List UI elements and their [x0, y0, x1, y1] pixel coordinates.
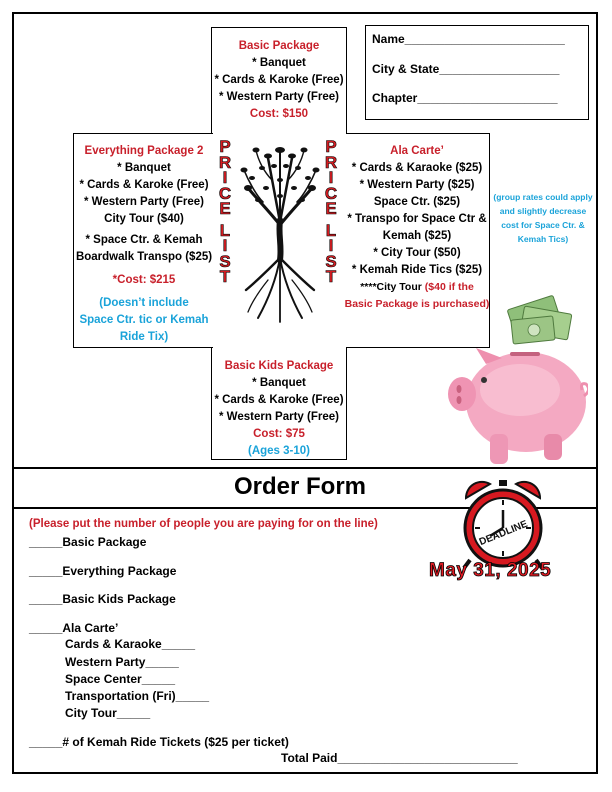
everything-item: Boardwalk Transpo ($25): [75, 251, 213, 263]
ala-carte-item: * Western Party ($25): [359, 179, 475, 191]
basic-package-title: Basic Package: [238, 40, 320, 52]
kemah-tickets-quantity[interactable]: _____# of Kemah Ride Tickets ($25 per ticket): [29, 735, 289, 749]
order-form-title: Order Form: [233, 473, 367, 500]
name-field[interactable]: Name________________________: [372, 32, 565, 46]
ala-carte-item: * Transpo for Space Ctr &: [347, 213, 487, 225]
ala-carte-item: * City Tour ($50): [373, 247, 461, 259]
kids-package: [211, 358, 347, 460]
everything-note: (Doesn’t include: [99, 297, 189, 309]
price-list-word-right: P R I C E L I S T: [324, 137, 338, 286]
order-form-top-rule: [13, 467, 598, 469]
kids-package-item: * Cards & Karoke (Free): [214, 394, 344, 406]
ala-carte-city-tour: ****City Tour: [360, 281, 422, 293]
chapter-field[interactable]: Chapter_____________________: [372, 91, 558, 105]
deadline-clock-icon: [448, 478, 558, 570]
info-box: [365, 25, 589, 120]
city-tour-quantity[interactable]: City Tour_____: [65, 706, 151, 720]
deadline-clock-label: DEADLINE: [477, 518, 530, 549]
transportation-quantity[interactable]: Transportation (Fri)_____: [65, 689, 210, 703]
basic-package: [211, 38, 347, 123]
ala-carte-title: Ala Carte’: [390, 145, 444, 157]
everything-item: * Space Ctr. & Kemah: [85, 234, 203, 246]
space-center-quantity[interactable]: Space Center_____: [65, 672, 176, 686]
basic-package-quantity[interactable]: _____Basic Package: [29, 535, 147, 549]
everything-package-cost: *Cost: $215: [112, 274, 176, 286]
ala-carte-item: Kemah ($25): [382, 230, 452, 242]
kids-package-ages: (Ages 3-10): [248, 445, 310, 457]
price-list-word-left: P R I C E L I S T: [218, 137, 232, 286]
kids-package-cost: Cost: $75: [253, 428, 305, 440]
city-state-field[interactable]: City & State__________________: [372, 62, 560, 76]
kids-package-item: * Western Party (Free): [219, 411, 339, 423]
basic-package-item: * Banquet: [252, 57, 306, 69]
kids-package-item: * Banquet: [252, 377, 306, 389]
total-paid-field[interactable]: Total Paid___________________________: [281, 751, 518, 765]
kids-package-quantity[interactable]: _____Basic Kids Package: [29, 592, 176, 606]
everything-package-title: Everything Package 2: [84, 145, 204, 157]
everything-item: * Banquet: [117, 162, 171, 174]
order-form-instruction: (Please put the number of people you are paying for on the line): [29, 518, 378, 530]
cards-karaoke-quantity[interactable]: Cards & Karaoke_____: [65, 637, 196, 651]
basic-package-cost: Cost: $150: [249, 108, 309, 120]
ala-carte-city-tour-note-2: Basic Package is purchased): [344, 298, 490, 310]
ala-carte-item: Space Ctr. ($25): [373, 196, 461, 208]
everything-item: City Tour ($40): [104, 213, 184, 225]
group-rates-note: (group rates could apply and slightly decrease cost for Space Ctr. & Kemah Tics): [493, 192, 593, 244]
basic-package-item: * Western Party (Free): [219, 91, 339, 103]
ala-carte-item: * Cards & Karaoke ($25): [351, 162, 483, 174]
everything-item: * Western Party (Free): [84, 196, 204, 208]
piggy-bank-icon: [440, 292, 588, 472]
western-party-quantity[interactable]: Western Party_____: [65, 655, 179, 669]
everything-item: * Cards & Karoke (Free): [79, 179, 209, 191]
ala-carte-quantity[interactable]: _____Ala Carte’: [29, 621, 119, 635]
everything-package-quantity[interactable]: _____Everything Package: [29, 564, 177, 578]
everything-note: Space Ctr. tic or Kemah: [79, 314, 209, 326]
everything-package: [75, 143, 213, 346]
ala-carte-city-tour-note: ($40 if the: [424, 281, 474, 293]
ala-carte-package: [344, 143, 490, 313]
ala-carte-item: * Kemah Ride Tics ($25): [351, 264, 483, 276]
basic-package-item: * Cards & Karoke (Free): [214, 74, 344, 86]
deadline-date: May 31, 2025: [429, 560, 552, 581]
everything-note: Ride Tix): [119, 331, 169, 343]
kids-package-title: Basic Kids Package: [224, 360, 334, 372]
tree-of-life-icon: [238, 140, 322, 328]
